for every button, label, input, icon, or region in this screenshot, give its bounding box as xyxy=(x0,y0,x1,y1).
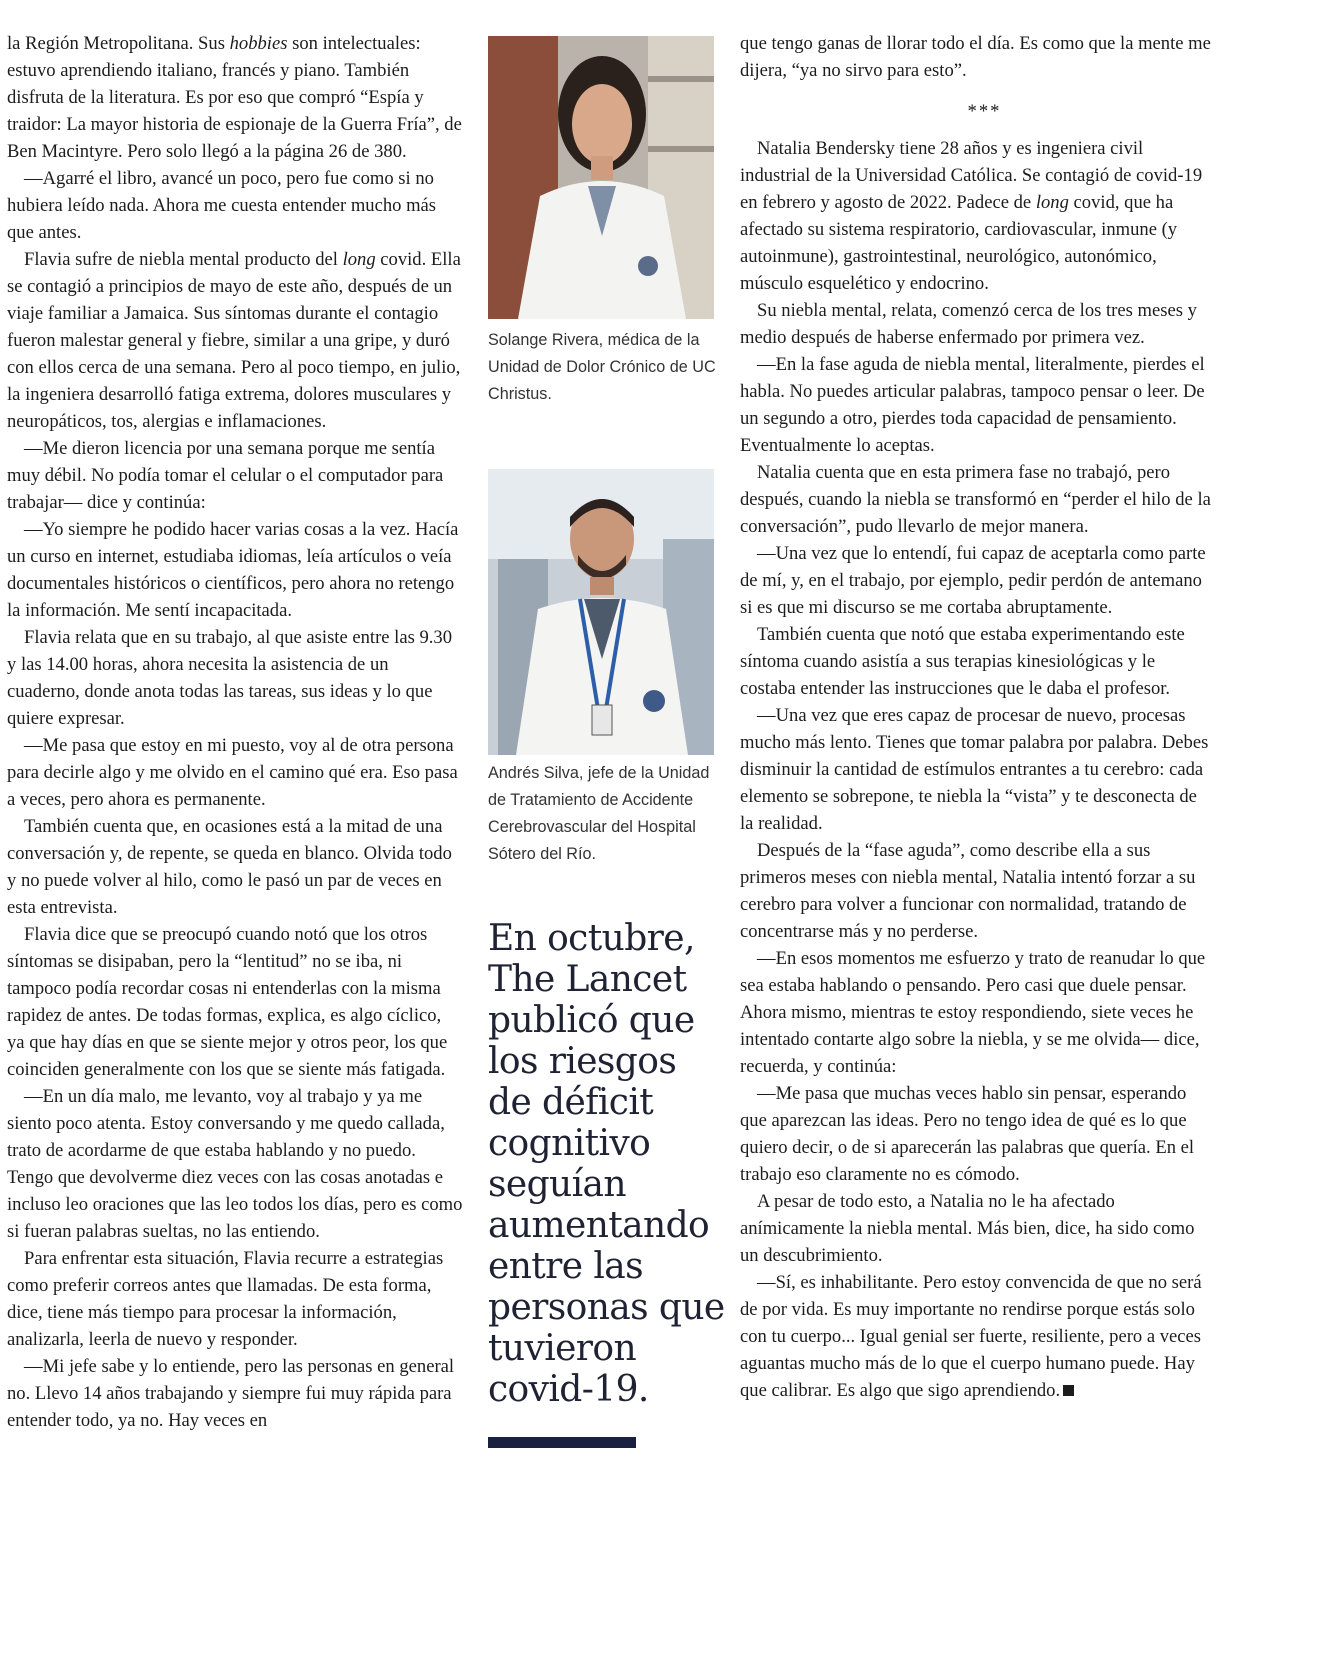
paragraph: —En la fase aguda de niebla mental, literalmente, pierdes el habla. No puedes articular palabras, tampoco pensar o leer. De un segundo a otro, pierdes toda capacidad de pensamiento. Eventualmente lo aceptas. xyxy=(740,354,1205,456)
section-separator: *** xyxy=(967,101,1002,122)
portrait-photo-doctor-man xyxy=(488,469,714,755)
paragraph: También cuenta que, en ocasiones está a la mitad de una conversación y, de repente, se queda en blanco. Olvida todo y no puede volver al hilo, como le pasó un par de veces en esta entrevista. xyxy=(7,816,452,918)
paragraph: —Agarré el libro, avancé un poco, pero fue como si no hubiera leído nada. Ahora me cuesta entender mucho más que antes. xyxy=(7,168,437,243)
paragraph: —Me pasa que muchas veces hablo sin pensar, esperando que aparezcan las ideas. Pero no tengo idea de qué es lo que quiero decir, o de si aparecerán las palabras que quería. En el trabajo eso claramente no es cómodo. xyxy=(740,1083,1195,1185)
paragraph: Su niebla mental, relata, comenzó cerca de los tres meses y medio después de haberse enfermado por primera vez. xyxy=(740,300,1197,348)
paragraph: Natalia Bendersky tiene 28 años y es ingeniera civil industrial de la Universidad Católica. Se contagió de covid-19 en febrero y agosto de 2022. Padece de long covid, que ha afectado su sistema respiratorio, cardiovascular, inmune (y autoinmune), gastrointestinal, neurológico, autonómico, músculo esquelético y endocrino. xyxy=(740,138,1203,294)
portrait-photo-doctor-woman xyxy=(488,36,714,319)
left-text-column xyxy=(7,30,463,1434)
paragraph: A pesar de todo esto, a Natalia no le ha afectado anímicamente la niebla mental. Más bien, dice, ha sido como un descubrimiento. xyxy=(740,1191,1195,1266)
paragraph: —Me pasa que estoy en mi puesto, voy al de otra persona para decirle algo y me olvido en el camino qué era. Eso pasa a veces, pero ahora es permanente. xyxy=(7,735,458,810)
pull-quote: En octubre, The Lancet publicó que los riesgos de déficit cognitivo seguían aumentando entre las personas que tuvieron covid-19. xyxy=(488,918,725,1410)
paragraph: —En esos momentos me esfuerzo y trato de reanudar lo que sea estaba hablando o pensando. Pero casi que duele pensar. Ahora mismo, mientras te estoy respondiendo, siete veces he intentado contarte algo sobre la niebla, y se me olvida— dice, recuerda, y continúa: xyxy=(740,948,1206,1077)
paragraph: Flavia relata que en su trabajo, al que asiste entre las 9.30 y las 14.00 horas, ahora necesita la asistencia de un cuaderno, donde anota todas las tareas, sus ideas y lo que quiere expresar. xyxy=(7,627,453,729)
paragraph: —Sí, es inhabilitante. Pero estoy convencida de que no será de por vida. Es muy importante no rendirse porque estás solo con tu cuerpo... Igual genial ser fuerte, resiliente, pero a veces aguantas mucho más de lo que el cuerpo humano puede. Hay que calibrar. Es algo que sigo aprendiendo. xyxy=(740,1272,1202,1401)
paragraph: —Una vez que eres capaz de procesar de nuevo, procesas mucho más lento. Tienes que tomar palabra por palabra. Debes disminuir la cantidad de estímulos entrantes a tu cerebro: cada elemento se sobrepone, te niebla la “vista” y te desconecta de la realidad. xyxy=(740,705,1209,834)
paragraph: —Yo siempre he podido hacer varias cosas a la vez. Hacía un curso en internet, estudiaba idiomas, leía artículos o veía documentales históricos o científicos, pero ahora no retengo la información. Me sentí incapacitada. xyxy=(7,519,459,621)
paragraph: Después de la “fase aguda”, como describe ella a sus primeros meses con niebla mental, Natalia intentó forzar a su cerebro para volver a funcionar con normalidad, tratando de concentrarse más y no perderse. xyxy=(740,840,1196,942)
paragraph: —Mi jefe sabe y lo entiende, pero las personas en general no. Llevo 14 años trabajando y siempre fui muy rápida para entender todo, ya no. Hay veces en xyxy=(7,1356,455,1431)
photo-caption: Solange Rivera, médica de la Unidad de Dolor Crónico de UC Christus. xyxy=(488,331,716,403)
right-text-column xyxy=(740,30,1212,1404)
paragraph: Natalia cuenta que en esta primera fase no trabajó, pero después, cuando la niebla se transformó en “perder el hilo de la conversación”, pudo llevarlo de mejor manera. xyxy=(740,462,1211,537)
paragraph: Flavia dice que se preocupó cuando notó que los otros síntomas se disipaban, pero la “lentitud” no se iba, ni tampoco podía recordar cosas ni entenderlas con la misma rapidez de antes. De todas formas, explica, es algo cíclico, ya que hay días en que se siente mejor y otros peor, los que coinciden generalmente con los que se siente más fatigada. xyxy=(7,924,448,1080)
paragraph: la Región Metropolitana. Sus hobbies son intelectuales: estuvo aprendiendo italiano, francés y piano. También disfruta de la literatura. Es por eso que compró “Espía y traidor: La mayor historia de espionaje de la Guerra Fría”, de Ben Macintyre. Pero solo llegó a la página 26 de 380. xyxy=(7,33,462,162)
paragraph: Para enfrentar esta situación, Flavia recurre a estrategias como preferir correos antes que llamadas. De esta forma, dice, tiene más tiempo para procesar la información, analizarla, leerla de nuevo y responder. xyxy=(7,1248,444,1350)
paragraph: —Me dieron licencia por una semana porque me sentía muy débil. No podía tomar el celular o el computador para trabajar— dice y continúa: xyxy=(7,438,444,513)
paragraph: Flavia sufre de niebla mental producto del long covid. Ella se contagió a principios de mayo de este año, después de un viaje familiar a Jamaica. Sus síntomas durante el contagio fueron malestar general y fiebre, similar a una gripe, y duró con ellos cerca de una semana. Pero al poco tiempo, en julio, la ingeniera desarrolló fatiga extrema, dolores musculares y neuropáticos, tos, alergias e inflamaciones. xyxy=(7,249,461,432)
photo-caption: Andrés Silva, jefe de la Unidad de Tratamiento de Accidente Cerebrovascular del Hospital Sótero del Río. xyxy=(488,764,710,863)
paragraph: —En un día malo, me levanto, voy al trabajo y ya me siento poco atenta. Estoy conversando y me quedo callada, trato de acordarme de que estaba hablando y no puedo. Tengo que devolverme diez veces con las cosas anotadas e incluso leo oraciones que las leo todos los días, pero es como si fueran palabras sueltas, no las entiendo. xyxy=(7,1086,463,1242)
paragraph: —Una vez que lo entendí, fui capaz de aceptarla como parte de mí, y, en el trabajo, por ejemplo, pedir perdón de antemano si es que mi discurso se me cortaba abruptamente. xyxy=(740,543,1206,618)
end-of-article-mark xyxy=(1063,1385,1074,1396)
paragraph: que tengo ganas de llorar todo el día. Es como que la mente me dijera, “ya no sirvo para esto”. xyxy=(740,33,1211,81)
paragraph: También cuenta que notó que estaba experimentando este síntoma cuando asistía a sus terapias kinesiológicas y le costaba entender las instrucciones que le daba el profesor. xyxy=(740,624,1185,699)
decorative-rule xyxy=(488,1437,636,1448)
